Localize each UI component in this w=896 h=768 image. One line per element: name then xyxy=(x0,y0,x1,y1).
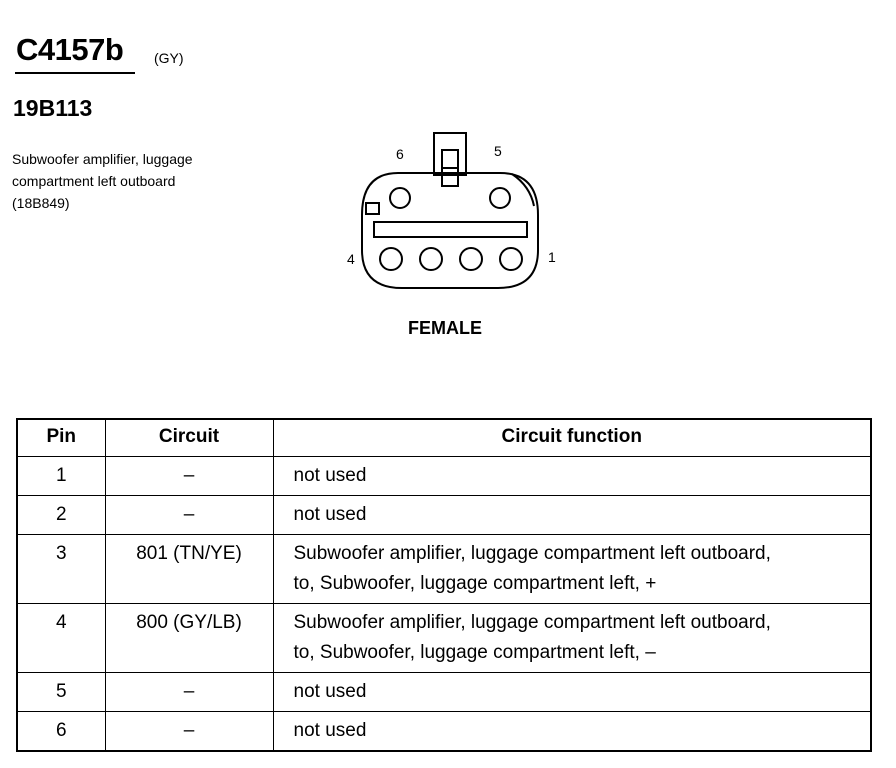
table-row xyxy=(17,535,871,604)
function-cell xyxy=(273,604,871,673)
circuit-cell: 800 (GY/LB) xyxy=(105,604,273,673)
function-line: not used xyxy=(293,720,367,741)
polarizing-key xyxy=(366,203,379,214)
table-row xyxy=(17,604,871,673)
function-cell xyxy=(273,496,871,535)
connector-color-code: (GY) xyxy=(154,50,184,66)
column-header-pin: Pin xyxy=(17,419,105,457)
function-line: Subwoofer amplifier, luggage compartment left outboard, xyxy=(293,543,771,564)
function-line: not used xyxy=(293,465,367,486)
circuit-cell: – xyxy=(105,673,273,712)
pin-cavity-1 xyxy=(500,248,522,270)
function-cell xyxy=(273,673,871,712)
table-row xyxy=(17,496,871,535)
function-line: not used xyxy=(293,681,367,702)
connector-id: C4157b xyxy=(16,32,124,67)
pin-label-1: 1 xyxy=(548,249,556,265)
circuit-cell: – xyxy=(105,457,273,496)
description-line: compartment left outboard xyxy=(12,173,176,189)
pin-table xyxy=(16,418,872,752)
column-header-function: Circuit function xyxy=(273,419,871,457)
function-line: to, Subwoofer, luggage compartment left, + xyxy=(293,573,657,594)
part-number: 19B113 xyxy=(13,95,93,121)
pin-cell: 2 xyxy=(17,496,105,535)
pin-cavity-2 xyxy=(460,248,482,270)
table-row xyxy=(17,712,871,752)
pin-cell: 6 xyxy=(17,712,105,752)
column-header-circuit: Circuit xyxy=(105,419,273,457)
function-line: to, Subwoofer, luggage compartment left, – xyxy=(293,642,656,663)
pin-label-5: 5 xyxy=(494,143,502,159)
pin-label-6: 6 xyxy=(396,146,404,162)
connector-face-diagram xyxy=(0,0,896,330)
circuit-cell: – xyxy=(105,496,273,535)
pin-cavity-5 xyxy=(490,188,510,208)
pin-cavity-3 xyxy=(420,248,442,270)
function-line: not used xyxy=(293,504,367,525)
pin-cavity-6 xyxy=(390,188,410,208)
function-line: Subwoofer amplifier, luggage compartment left outboard, xyxy=(293,612,771,633)
center-slot xyxy=(374,222,527,237)
pin-cell: 5 xyxy=(17,673,105,712)
connector-view-label: FEMALE xyxy=(408,318,482,338)
function-cell xyxy=(273,457,871,496)
function-cell xyxy=(273,535,871,604)
table-header-row xyxy=(17,419,871,457)
pin-label-4: 4 xyxy=(347,251,355,267)
pin-cell: 1 xyxy=(17,457,105,496)
function-cell xyxy=(273,712,871,752)
pin-cell: 3 xyxy=(17,535,105,604)
circuit-cell: 801 (TN/YE) xyxy=(105,535,273,604)
table-row xyxy=(17,673,871,712)
circuit-cell: – xyxy=(105,712,273,752)
pin-cavity-4 xyxy=(380,248,402,270)
table-row xyxy=(17,457,871,496)
description-line: Subwoofer amplifier, luggage xyxy=(12,151,193,167)
pin-cell: 4 xyxy=(17,604,105,673)
description-line: (18B849) xyxy=(12,195,70,211)
